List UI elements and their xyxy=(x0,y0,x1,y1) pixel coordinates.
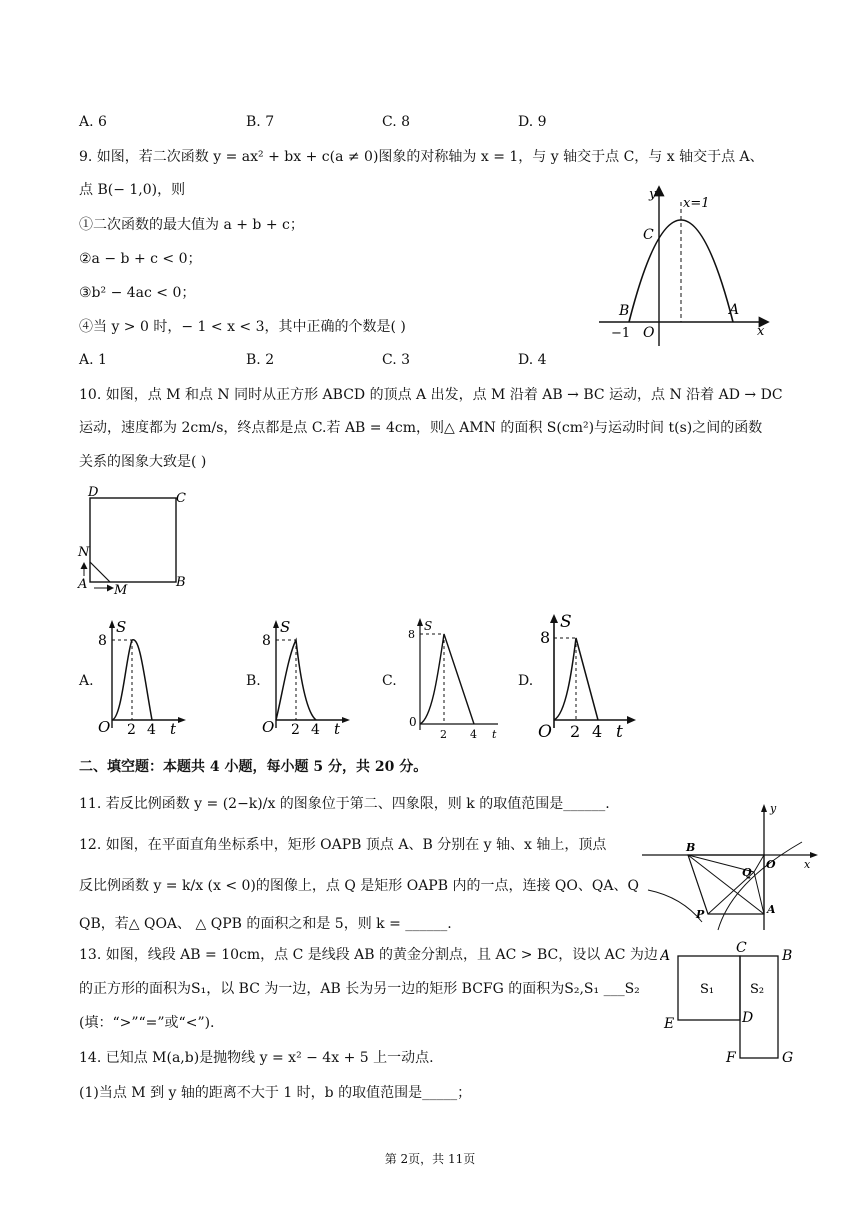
q9-parabola-figure xyxy=(595,180,775,350)
q9-option-a: A. 1 xyxy=(79,352,107,368)
q10-d-label-4: 4 xyxy=(592,722,603,740)
q10-a-label-8: 8 xyxy=(98,633,107,649)
q12-line3: QB，若△ QOA、 △ QPB 的面积之和是 5，则 k = ______. xyxy=(79,916,452,932)
q12-label-b: B xyxy=(686,841,696,854)
q10-b-label-4: 4 xyxy=(311,722,320,738)
q12-label-q: Q xyxy=(742,866,752,879)
q8-option-d: D. 9 xyxy=(518,114,547,130)
q9-statement1: ①二次函数的最大值为 a + b + c； xyxy=(79,217,304,233)
q9-label-b: B xyxy=(619,303,630,319)
q10-sq-label-b: B xyxy=(176,575,186,590)
q13-label-c: C xyxy=(736,940,747,956)
q10-option-d-label: D. xyxy=(518,673,534,689)
q13-line2: 的正方形的面积为S₁，以 BC 为一边，AB 长为另一边的矩形 BCFG 的面积为S₂,S₁ ___S₂ xyxy=(79,981,640,997)
q13-line3: (填：“>”“=”或“<”). xyxy=(79,1015,215,1031)
q10-b-label-o: O xyxy=(262,718,275,736)
q10-sq-label-c: C xyxy=(176,491,186,506)
q10-d-label-o: O xyxy=(538,722,552,740)
q10-a-label-4: 4 xyxy=(147,722,156,738)
q14-line2: (1)当点 M 到 y 轴的距离不大于 1 时，b 的取值范围是_____； xyxy=(79,1085,472,1101)
q10-graph-a xyxy=(94,616,186,738)
q9-label-axis: x=1 xyxy=(683,196,710,211)
q9-statement2: ②a − b + c < 0； xyxy=(79,251,202,267)
q9-line2: 点 B(− 1,0)，则 xyxy=(79,182,186,198)
q10-line1: 10. 如图，点 M 和点 N 同时从正方形 ABCD 的顶点 A 出发，点 M 沿着 AB → BC 运动，点 N 沿着 AD → DC xyxy=(79,387,783,403)
q13-label-b: B xyxy=(782,948,793,964)
q13-label-f: F xyxy=(726,1050,736,1066)
q9-option-d: D. 4 xyxy=(518,352,547,368)
q12-label-p: P xyxy=(696,908,705,921)
q10-b-label-2: 2 xyxy=(291,722,300,738)
q8-option-b: B. 7 xyxy=(246,114,275,130)
q10-sq-label-m: M xyxy=(114,583,128,598)
q10-option-b-label: B. xyxy=(246,673,261,689)
q13-label-a: A xyxy=(660,948,671,964)
q10-square-figure xyxy=(76,484,196,600)
q9-label-x: x xyxy=(757,324,765,339)
q12-line2: 反比例函数 y = k/x (x < 0)的图像上，点 Q 是矩形 OAPB 内的一点，连接 QO、QA、Q xyxy=(79,878,639,894)
q10-c-label-8: 8 xyxy=(408,628,415,641)
q12-line1: 12. 如图，在平面直角坐标系中，矩形 OAPB 顶点 A、B 分别在 y 轴、x 轴上，顶点 xyxy=(79,837,607,853)
q10-d-label-2: 2 xyxy=(570,722,581,740)
q10-d-label-s: S xyxy=(560,612,572,632)
q12-label-y: y xyxy=(770,802,777,815)
q10-c-label-s: S xyxy=(424,619,433,633)
q10-line2: 运动，速度都为 2cm/s，终点都是点 C.若 AB = 4cm，则△ AMN 的面积 S(cm²)与运动时间 t(s)之间的函数 xyxy=(79,420,763,436)
q10-graph-b xyxy=(258,616,350,738)
q10-d-label-8: 8 xyxy=(540,628,551,647)
q9-label-o: O xyxy=(643,325,655,341)
q9-option-b: B. 2 xyxy=(246,352,275,368)
q8-option-c: C. 8 xyxy=(382,114,411,130)
q9-option-c: C. 3 xyxy=(382,352,411,368)
q10-option-c-label: C. xyxy=(382,673,397,689)
q10-a-label-t: t xyxy=(170,720,177,738)
q8-option-a: A. 6 xyxy=(79,114,107,130)
q10-line3: 关系的图象大致是( ) xyxy=(79,454,207,470)
q9-statement3: ③b² − 4ac < 0； xyxy=(79,285,196,301)
q13-label-d: D xyxy=(742,1010,754,1026)
q9-line1: 9. 如图，若二次函数 y = ax² + bx + c(a ≠ 0)图象的对称轴为 x = 1，与 y 轴交于点 C，与 x 轴交于点 A、 xyxy=(79,149,764,165)
q12-label-o: O xyxy=(766,858,776,871)
q10-graph-c xyxy=(404,614,504,742)
page-footer: 第 2页，共 11页 xyxy=(384,1152,476,1166)
q9-label-minus1: −1 xyxy=(611,326,631,341)
q13-label-s1: S₁ xyxy=(700,982,715,997)
q9-label-y: y xyxy=(649,187,657,202)
q13-label-s2: S₂ xyxy=(750,982,765,997)
q10-c-label-t: t xyxy=(492,728,497,741)
q10-sq-label-a: A xyxy=(78,577,88,592)
q10-a-label-o: O xyxy=(98,718,111,736)
q13-line1: 13. 如图，线段 AB = 10cm，点 C 是线段 AB 的黄金分割点，且 AC > BC，设以 AC 为边 xyxy=(79,947,658,963)
q10-option-a-label: A. xyxy=(79,673,94,689)
q12-figure xyxy=(642,802,818,932)
q10-sq-label-d: D xyxy=(88,485,99,500)
q10-sq-label-n: N xyxy=(78,545,90,560)
q10-d-label-t: t xyxy=(616,722,623,740)
q10-b-label-8: 8 xyxy=(262,633,271,649)
q10-graph-d xyxy=(536,610,636,740)
q10-c-label-2: 2 xyxy=(440,728,447,741)
q11-text: 11. 若反比例函数 y = (2−k)/x 的图象位于第二、四象限，则 k 的取值范围是______. xyxy=(79,796,610,812)
q10-a-label-2: 2 xyxy=(127,722,136,738)
q13-label-e: E xyxy=(664,1016,675,1032)
q10-b-label-t: t xyxy=(334,720,341,738)
q12-label-a: A xyxy=(767,903,776,916)
q14-line1: 14. 已知点 M(a,b)是抛物线 y = x² − 4x + 5 上一动点. xyxy=(79,1050,434,1066)
q10-b-label-s: S xyxy=(280,618,291,636)
q13-label-g: G xyxy=(782,1050,794,1066)
q10-c-label-4: 4 xyxy=(470,728,477,741)
q13-figure xyxy=(660,936,800,1066)
q9-statement4: ④当 y > 0 时，− 1 < x < 3，其中正确的个数是( ) xyxy=(79,319,406,335)
q10-c-label-o: 0 xyxy=(409,715,417,729)
q9-label-c: C xyxy=(643,227,654,243)
q12-label-x: x xyxy=(804,858,811,871)
section2-heading: 二、填空题：本题共 4 小题，每小题 5 分，共 20 分。 xyxy=(79,759,428,775)
q9-label-a: A xyxy=(729,302,740,318)
q10-a-label-s: S xyxy=(116,618,127,636)
